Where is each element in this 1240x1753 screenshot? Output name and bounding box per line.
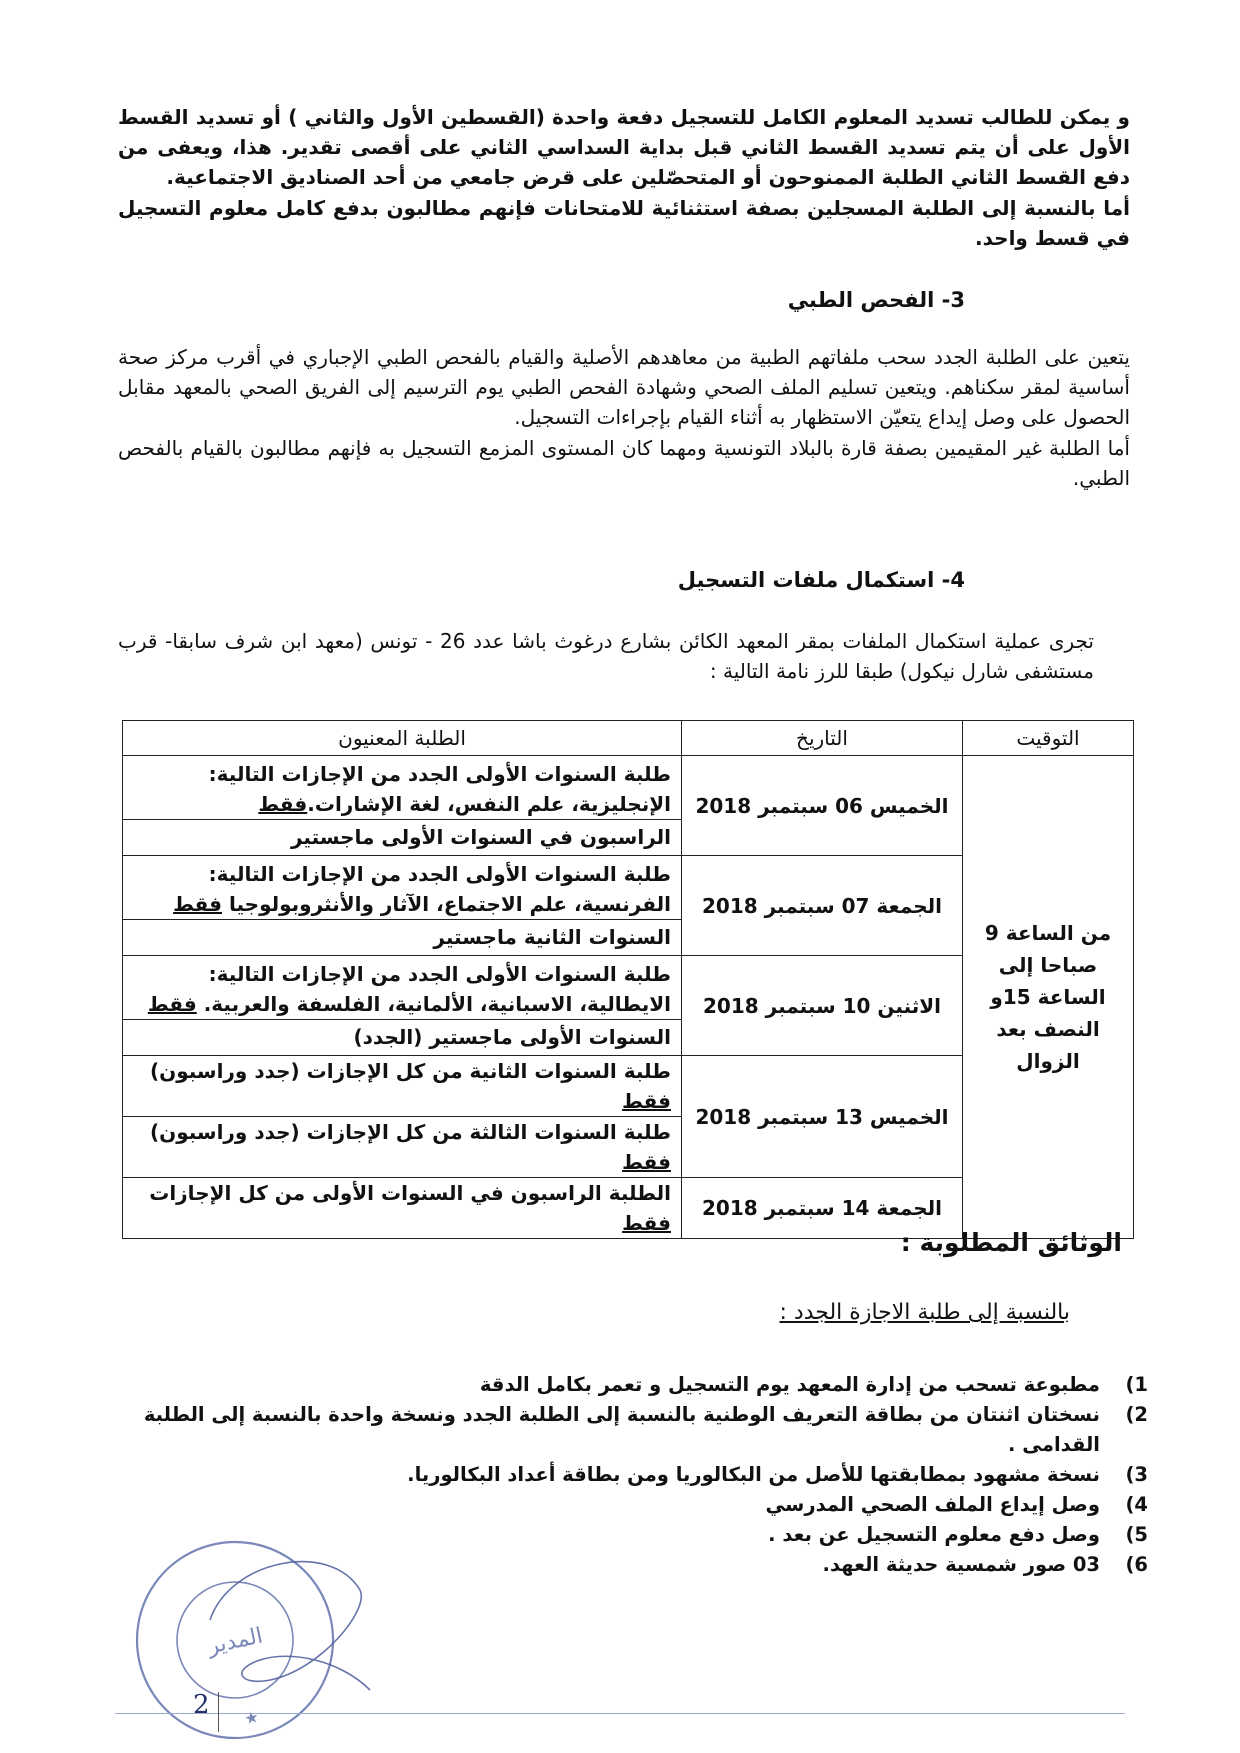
date-cell: الخميس 06 سبتمبر 2018 xyxy=(682,756,963,856)
item-number: 6) xyxy=(1125,1553,1148,1576)
students-cell xyxy=(123,756,682,856)
required-documents-title: الوثائق المطلوبة : xyxy=(900,1228,1122,1257)
students-line: طلبة السنوات الأولى الجدد من الإجازات التالية: xyxy=(208,962,671,986)
students-cell xyxy=(123,1056,682,1117)
item-text: وصل إيداع الملف الصحي المدرسي xyxy=(765,1493,1100,1516)
students-line: السنوات الثانية ماجستير xyxy=(123,919,681,952)
official-stamp xyxy=(120,1500,390,1740)
date-cell: الجمعة 14 سبتمبر 2018 xyxy=(682,1178,963,1239)
signature-icon xyxy=(210,1562,370,1690)
students-line xyxy=(133,989,671,1019)
item-number: 1) xyxy=(1125,1373,1148,1396)
students-text: الايطالية، الاسبانية، الألمانية، الفلسفة والعربية. xyxy=(203,992,671,1016)
time-cell: من الساعة 9 صباحا إلى الساعة 15و النصف بعد الزوال xyxy=(963,756,1134,1239)
students-text: الطلبة الراسبون في السنوات الأولى من كل الإجازات xyxy=(149,1181,671,1205)
section-4-heading: 4- استكمال ملفات التسجيل xyxy=(677,568,965,592)
students-text: الفرنسية، علم الاجتماع، الآثار والأنثروبولوجيا xyxy=(228,892,671,916)
item-number: 5) xyxy=(1125,1523,1148,1546)
list-item xyxy=(118,1370,1148,1400)
table-header-row xyxy=(123,721,1134,756)
students-line: الراسبون في السنوات الأولى ماجستير xyxy=(123,819,681,852)
registration-location-paragraph: تجرى عملية استكمال الملفات بمقر المعهد الكائن بشارع درغوث باشا عدد 26 - تونس (معهد ابن شرف سابقا- قرب مستشفى شارل نيكول) طبقا للرز نامة التالية : xyxy=(118,629,1094,683)
item-text: مطبوعة تسحب من إدارة المعهد يوم التسجيل و تعمر بكامل الدقة xyxy=(479,1373,1100,1396)
date-cell: الاثنين 10 سبتمبر 2018 xyxy=(682,956,963,1056)
students-line: السنوات الأولى ماجستير (الجدد) xyxy=(123,1019,681,1052)
item-number: 2) xyxy=(1125,1403,1148,1426)
header-students: الطلبة المعنيون xyxy=(123,721,682,756)
students-text: طلبة السنوات الثانية من كل الإجازات (جدد وراسبون) xyxy=(149,1059,671,1083)
only-marker: فقط xyxy=(258,792,308,816)
non-resident-paragraph: أما الطلبة غير المقيمين بصفة قارة بالبلاد التونسية ومهما كان المستوى المزمع التسجيل به فإنهم مطالبون بالقيام بالفحص الطبي. xyxy=(118,436,1130,490)
table-row xyxy=(123,756,1134,856)
students-line xyxy=(133,789,671,819)
item-number: 3) xyxy=(1125,1463,1148,1486)
only-marker: فقط xyxy=(147,992,197,1016)
stamp-center-text: المدير xyxy=(205,1623,265,1660)
header-time: التوقيت xyxy=(963,721,1134,756)
footer-tick xyxy=(218,1692,219,1732)
item-text: وصل دفع معلوم التسجيل عن بعد . xyxy=(768,1523,1100,1546)
exceptional-exam-paragraph: أما بالنسبة إلى الطلبة المسجلين بصفة استثنائية للامتحانات فإنهم مطالبون بدفع كامل معلوم التسجيل في قسط واحد. xyxy=(118,196,1130,250)
date-cell: الجمعة 07 سبتمبر 2018 xyxy=(682,856,963,956)
students-cell xyxy=(123,1178,682,1239)
only-marker: فقط xyxy=(622,1089,671,1113)
registration-schedule-table xyxy=(122,720,1134,1239)
list-item xyxy=(118,1400,1148,1460)
item-text: نسختان اثنتان من بطاقة التعريف الوطنية بالنسبة إلى الطلبة الجدد ونسخة واحدة بالنسبة إلى الطلبة القدامى . xyxy=(143,1403,1100,1456)
students-cell xyxy=(123,856,682,956)
list-item xyxy=(118,1460,1148,1490)
only-marker: فقط xyxy=(622,1211,671,1235)
footer-divider xyxy=(115,1713,1125,1714)
item-text: 03 صور شمسية حديثة العهد. xyxy=(822,1553,1100,1576)
page-number: 2 xyxy=(193,1690,210,1720)
item-text: نسخة مشهود بمطابقتها للأصل من البكالوريا ومن بطاقة أعداد البكالوريا. xyxy=(407,1463,1100,1486)
payment-paragraph: و يمكن للطالب تسديد المعلوم الكامل للتسجيل دفعة واحدة (القسطين الأول والثاني ) أو تسديد القسط الأول على أن يتم تسديد القسط الثاني قبل بداية السداسي الثاني على أقصى تقدير. هذا، ويعفى من دفع القسط الثاني الطلبة الممنوحون أو المتحصّلين على قرض جامعي من أحد الصناديق الاجتماعية. xyxy=(118,105,1130,189)
date-cell: الخميس 13 سبتمبر 2018 xyxy=(682,1056,963,1178)
students-text: طلبة السنوات الثالثة من كل الإجازات (جدد وراسبون) xyxy=(149,1120,671,1144)
only-marker: فقط xyxy=(173,892,223,916)
students-text: الإنجليزية، علم النفس، لغة الإشارات. xyxy=(307,792,671,816)
students-line xyxy=(133,889,671,919)
students-cell xyxy=(123,956,682,1056)
section-3-heading: 3- الفحص الطبي xyxy=(787,288,965,312)
students-cell xyxy=(123,1117,682,1178)
students-line: طلبة السنوات الأولى الجدد من الإجازات التالية: xyxy=(208,762,671,786)
item-number: 4) xyxy=(1125,1493,1148,1516)
students-line: طلبة السنوات الأولى الجدد من الإجازات التالية: xyxy=(208,862,671,886)
only-marker: فقط xyxy=(622,1150,671,1174)
new-students-subtitle: بالنسبة إلى طلبة الاجازة الجدد : xyxy=(779,1300,1070,1325)
medical-exam-paragraph: يتعين على الطلبة الجدد سحب ملفاتهم الطبية من معاهدهم الأصلية والقيام بالفحص الطبي الإجباري في أقرب مركز صحة أساسية لمقر سكناهم. ويتعين تسليم الملف الصحي وشهادة الفحص الطبي يوم الترسيم إلى الفريق الصحي بالمعهد مقابل الحصول على وصل إيداع يتعيّن الاستظهار به أثناء القيام بإجراءات التسجيل. xyxy=(118,345,1130,429)
header-date: التاريخ xyxy=(682,721,963,756)
stamp-star-icon: ★ xyxy=(242,1706,261,1729)
